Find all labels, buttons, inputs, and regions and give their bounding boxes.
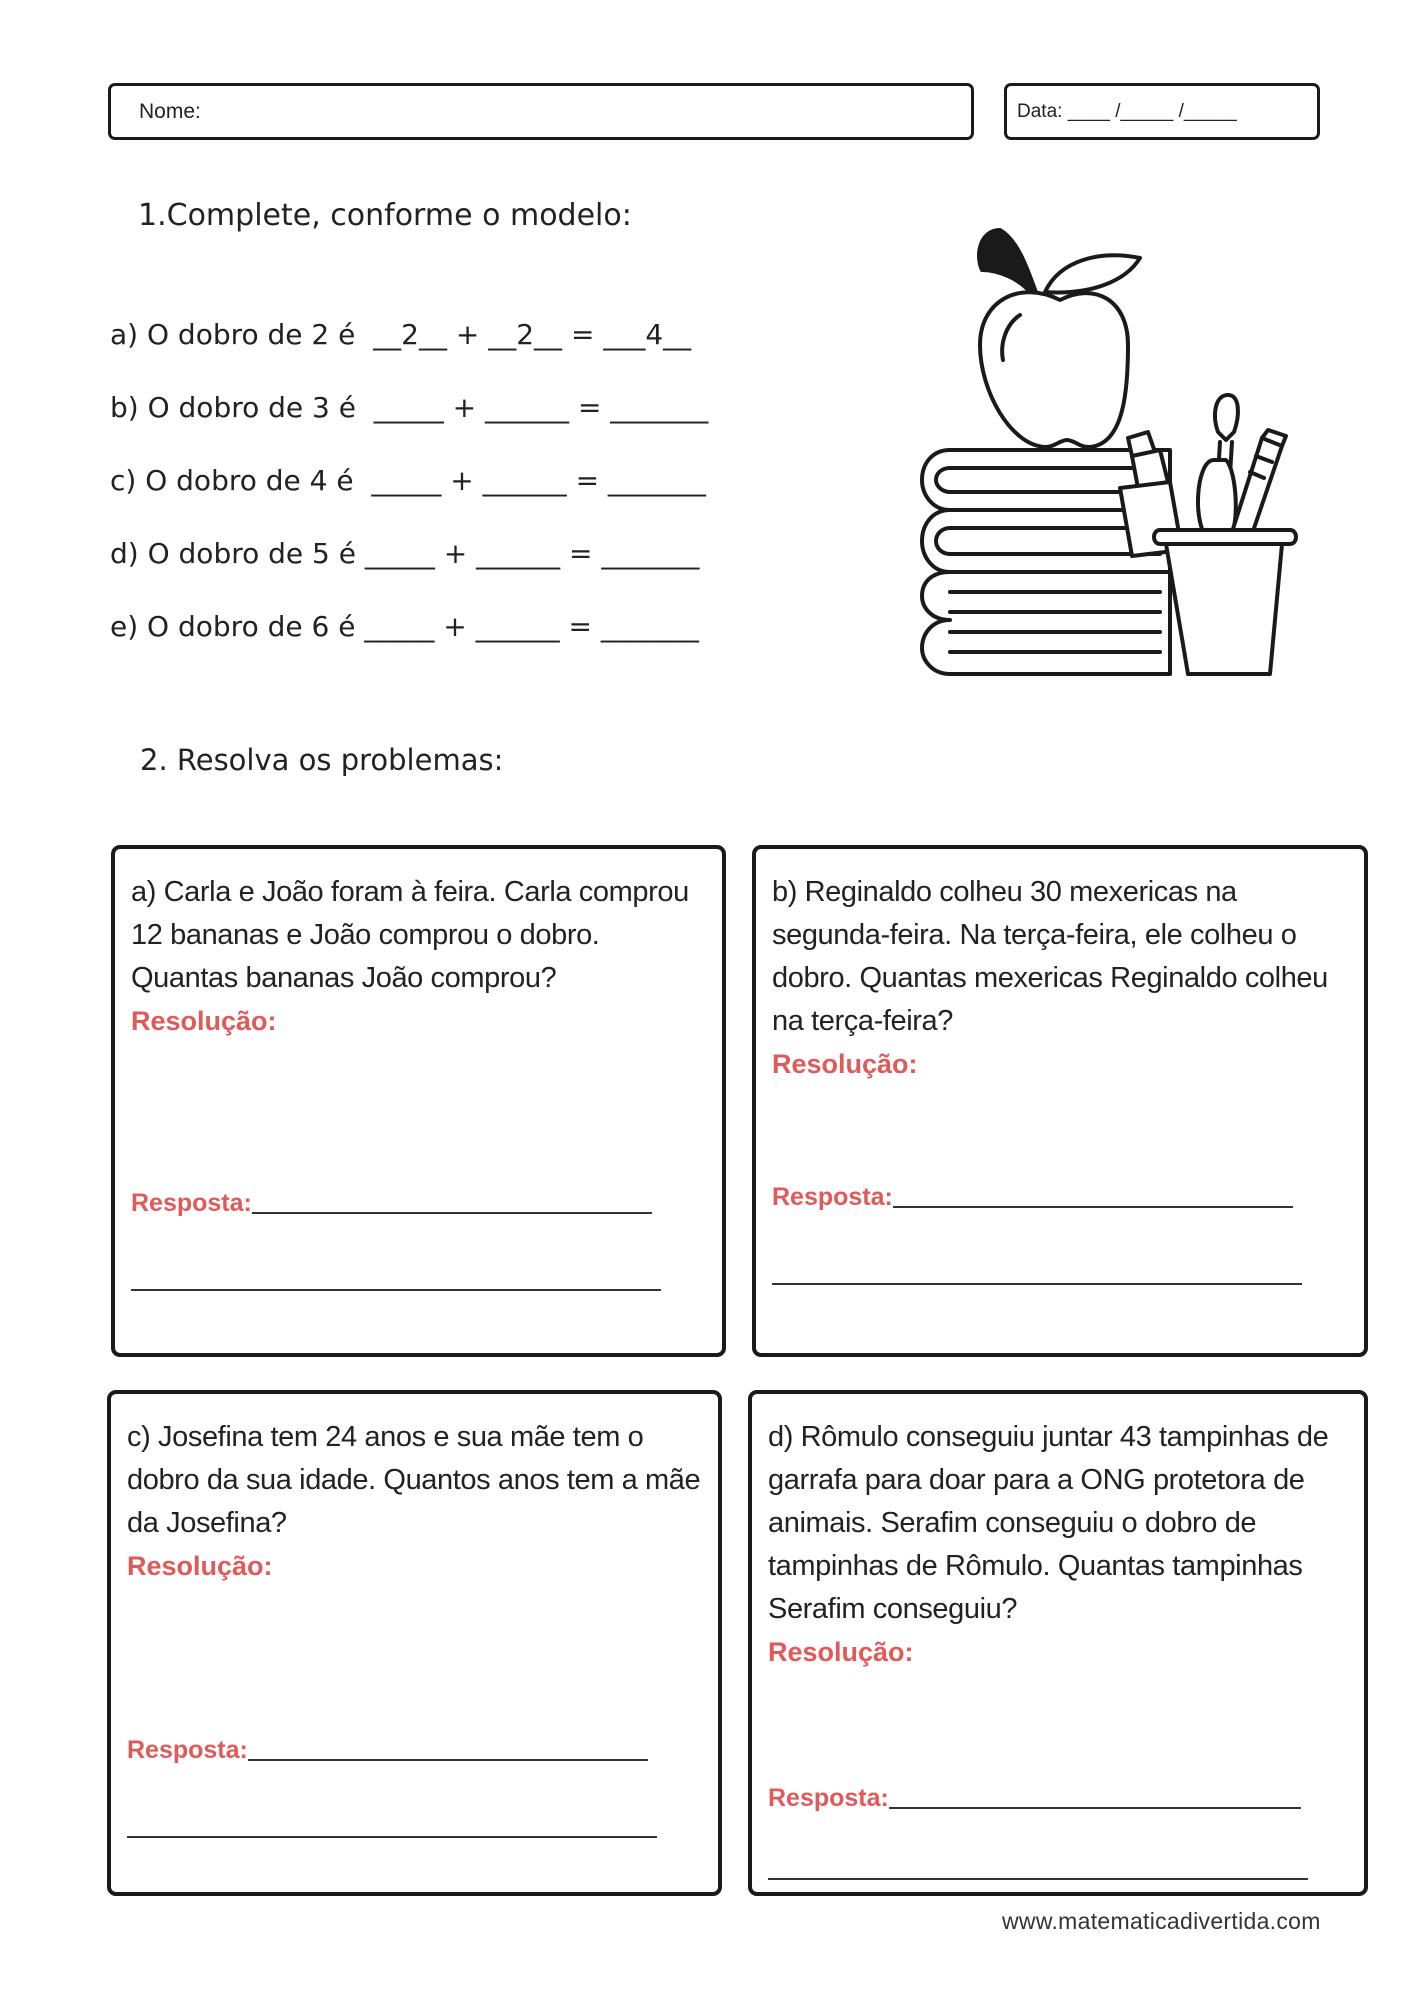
name-field[interactable] [108, 83, 974, 140]
resposta-label: Resposta: [127, 1736, 248, 1764]
resposta-field[interactable] [768, 1784, 1301, 1813]
resolucao-label: Resolução: [772, 1049, 918, 1079]
q1-row-a: a) O dobro de 2 é __2__ + __2__ = ___4__ [110, 318, 692, 351]
name-label: Nome: [139, 99, 201, 123]
date-label: Data: ____ /_____ /_____ [1017, 100, 1237, 122]
q1-row-d: d) O dobro de 5 é _____ + ______ = _______ [110, 537, 700, 570]
question-2-title: 2. Resolva os problemas: [140, 743, 504, 777]
question-1-title: 1.Complete, conforme o modelo: [138, 198, 632, 233]
resposta-field[interactable] [772, 1183, 1293, 1212]
resposta-label: Resposta: [772, 1183, 893, 1211]
apple-books-pencil-cup-icon [870, 220, 1310, 680]
date-field[interactable] [1004, 83, 1320, 140]
answer-line[interactable] [131, 1289, 661, 1291]
problem-c-text: c) Josefina tem 24 anos e sua mãe tem o dobro da sua idade. Quantos anos tem a mãe da Josefina? [127, 1421, 701, 1539]
q1-row-b: b) O dobro de 3 é _____ + ______ = _______ [110, 391, 709, 424]
resolucao-label: Resolução: [127, 1551, 273, 1581]
resolucao-label: Resolução: [768, 1637, 914, 1667]
footer-url: www.matematicadivertida.com [1002, 1908, 1321, 1934]
resposta-label: Resposta: [768, 1784, 889, 1812]
resposta-field[interactable] [131, 1189, 652, 1218]
problem-card-a [111, 845, 726, 1357]
q1-row-e: e) O dobro de 6 é _____ + ______ = _______ [110, 610, 699, 643]
resposta-label: Resposta: [131, 1189, 252, 1217]
answer-line[interactable] [127, 1836, 657, 1838]
problem-card-d [748, 1390, 1368, 1896]
answer-line[interactable] [768, 1878, 1308, 1880]
problem-b-text: b) Reginaldo colheu 30 mexericas na segunda-feira. Na terça-feira, ele colheu o dobro. Quantas mexericas Reginaldo colheu na terça-feira? [772, 876, 1328, 1037]
resolucao-label: Resolução: [131, 1006, 277, 1036]
q1-row-c: c) O dobro de 4 é _____ + ______ = _______ [110, 464, 706, 497]
problem-card-b [752, 845, 1368, 1357]
problem-a-text: a) Carla e João foram à feira. Carla comprou 12 bananas e João comprou o dobro. Quantas bananas João comprou? [131, 876, 689, 994]
problem-d-text: d) Rômulo conseguiu juntar 43 tampinhas de garrafa para doar para a ONG protetora de animais. Serafim conseguiu o dobro de tampinhas de Rômulo. Quantas tampinhas Serafim conseguiu? [768, 1421, 1329, 1625]
problem-card-c [107, 1390, 722, 1896]
answer-line[interactable] [772, 1283, 1302, 1285]
resposta-field[interactable] [127, 1736, 648, 1765]
